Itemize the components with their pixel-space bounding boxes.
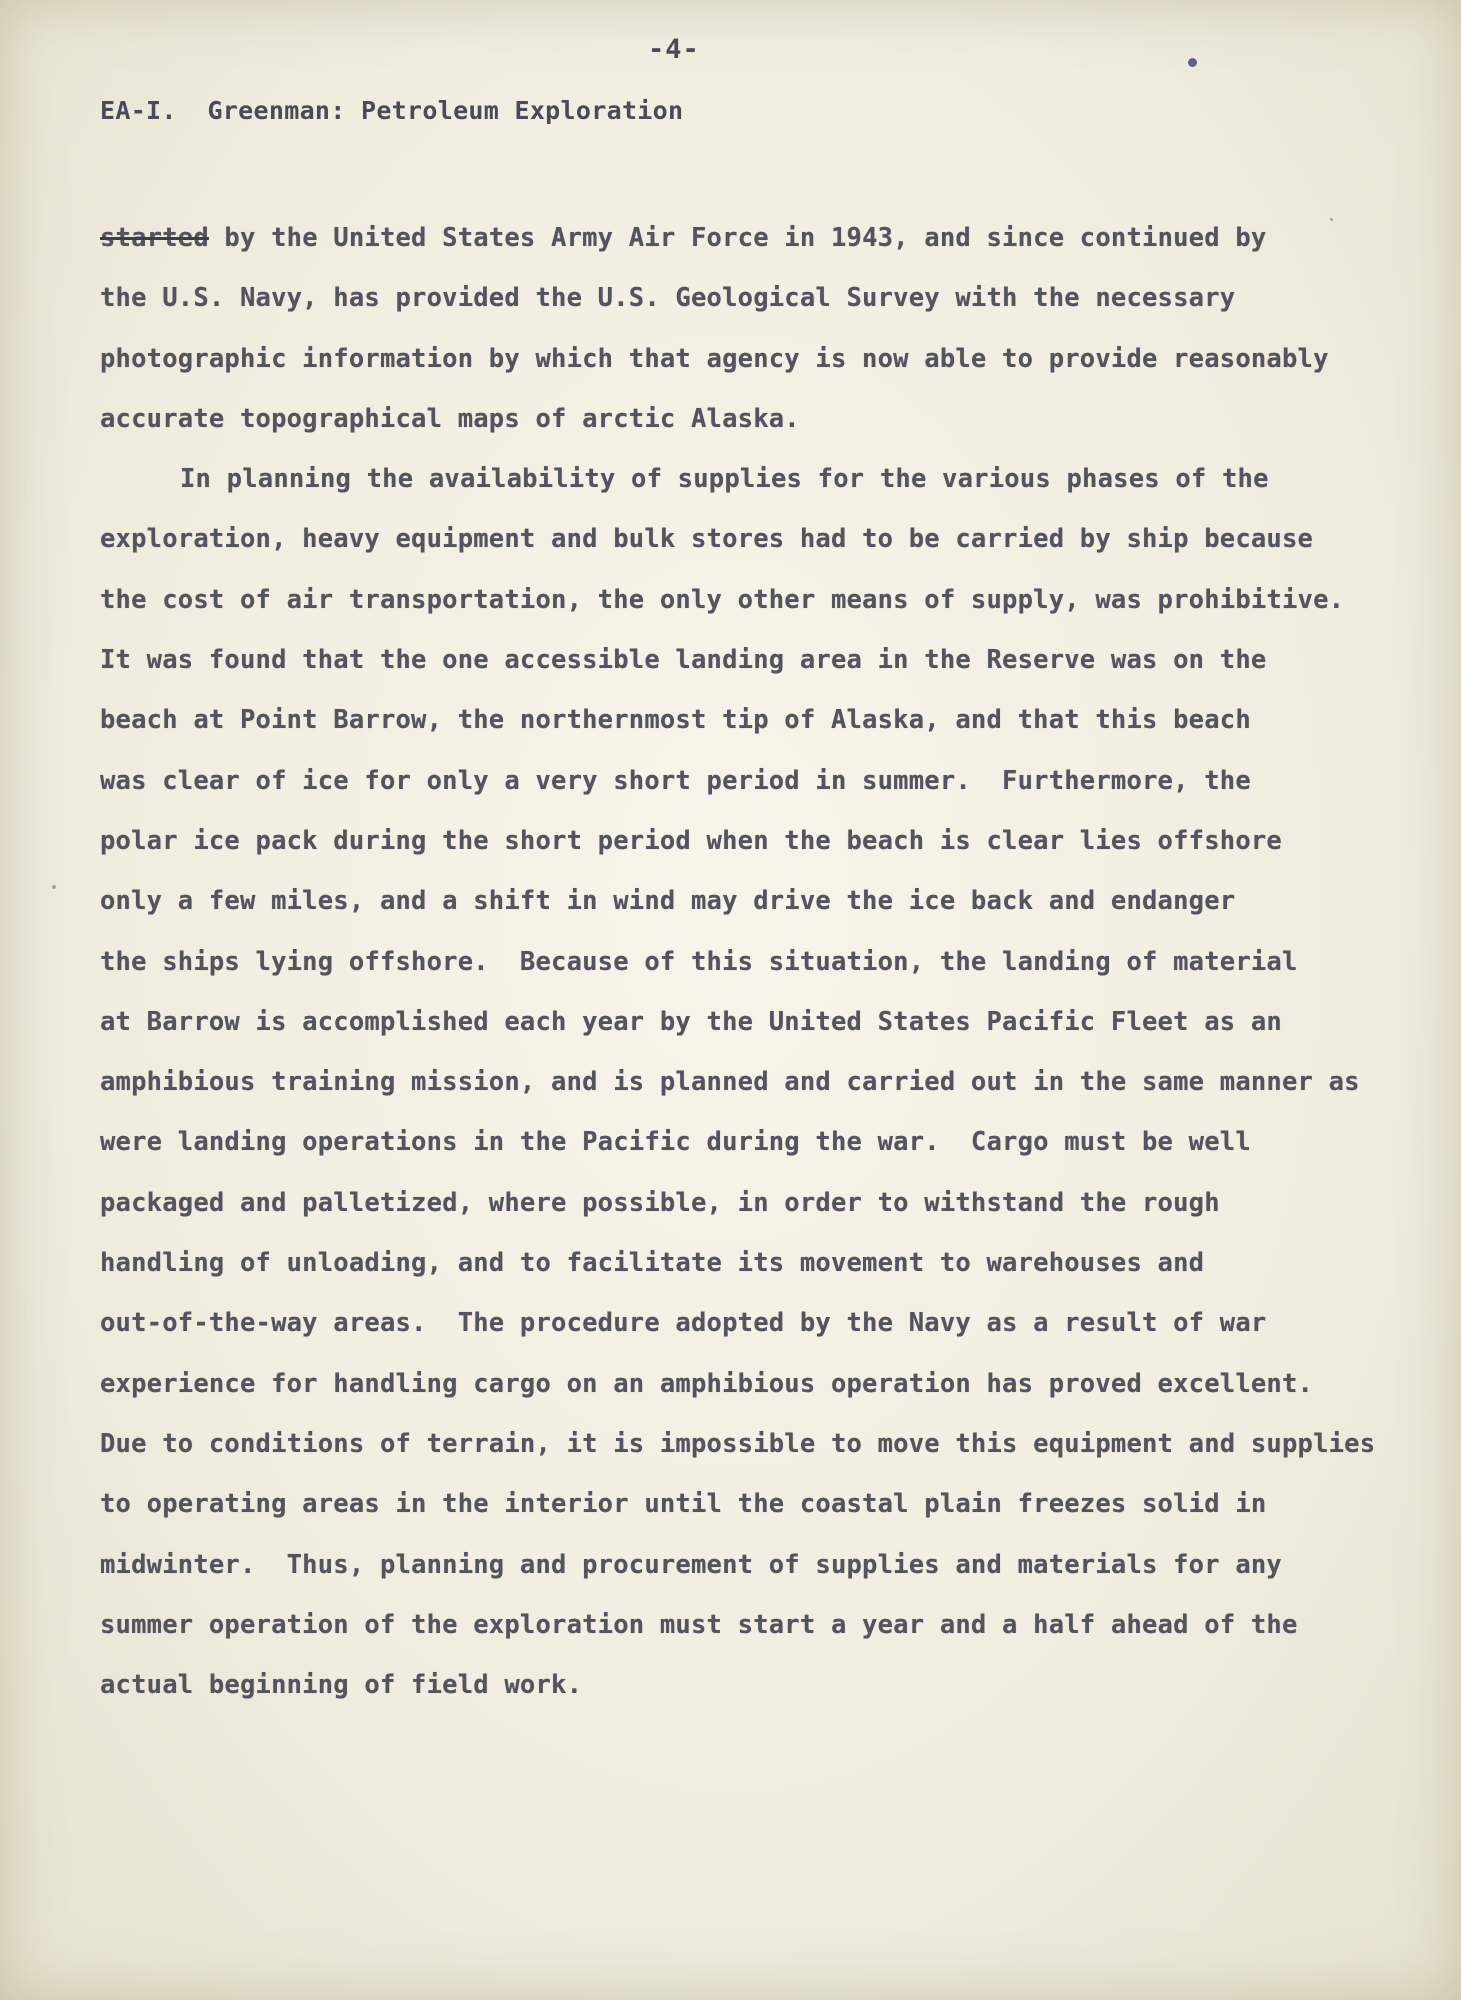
text-line: amphibious training mission, and is planned and carried out in the same manner as <box>100 1067 1360 1098</box>
text-line: packaged and palletized, where possible, in order to withstand the rough <box>100 1187 1220 1218</box>
text-line: exploration, heavy equipment and bulk stores had to be carried by ship because <box>100 524 1314 555</box>
paper-speck <box>52 885 56 889</box>
text-line: summer operation of the exploration must start a year and a half ahead of the <box>100 1609 1298 1640</box>
page-number: -4- <box>648 34 700 65</box>
text-line: photographic information by which that agency is now able to provide reasonably <box>100 343 1329 374</box>
text-line <box>100 208 1360 268</box>
text-line: was clear of ice for only a very short period in summer. Furthermore, the <box>100 765 1251 796</box>
paper-speck <box>1330 218 1333 221</box>
text-line: accurate topographical maps of arctic Alaska. <box>100 403 800 434</box>
struck-word: started <box>100 223 209 253</box>
text-line: to operating areas in the interior until the coastal plain freezes solid in <box>100 1489 1267 1520</box>
ink-dot <box>1188 58 1197 67</box>
line-text: by the United States Army Air Force in 1943, and since continued by <box>208 223 1267 253</box>
text-line: actual beginning of field work. <box>100 1670 583 1701</box>
text-line: were landing operations in the Pacific during the war. Cargo must be well <box>100 1127 1251 1158</box>
text-line: It was found that the one accessible landing area in the Reserve was on the <box>100 645 1267 676</box>
text-line: beach at Point Barrow, the northernmost tip of Alaska, and that this beach <box>100 705 1251 736</box>
text-line: the cost of air transportation, the only other means of supply, was prohibitive. <box>100 584 1345 615</box>
document-header: EA-I. Greenman: Petroleum Exploration <box>100 96 684 125</box>
text-line: Due to conditions of terrain, it is impossible to move this equipment and supplies <box>100 1428 1376 1459</box>
text-line: only a few miles, and a shift in wind may drive the ice back and endanger <box>100 886 1236 917</box>
text-line: midwinter. Thus, planning and procurement of supplies and materials for any <box>100 1549 1282 1580</box>
text-line: at Barrow is accomplished each year by the United States Pacific Fleet as an <box>100 1006 1282 1037</box>
text-line: experience for handling cargo on an amphibious operation has proved excellent. <box>100 1368 1314 1399</box>
text-line: polar ice pack during the short period when the beach is clear lies offshore <box>100 825 1282 856</box>
text-line: the ships lying offshore. Because of this situation, the landing of material <box>100 946 1298 977</box>
text-line: the U.S. Navy, has provided the U.S. Geological Survey with the necessary <box>100 283 1236 314</box>
body-text <box>100 208 1376 1715</box>
text-line: handling of unloading, and to facilitate its movement to warehouses and <box>100 1248 1205 1279</box>
text-line: out-of-the-way areas. The procedure adopted by the Navy as a result of war <box>100 1308 1267 1339</box>
text-line: In planning the availability of supplies for the various phases of the <box>180 464 1269 495</box>
